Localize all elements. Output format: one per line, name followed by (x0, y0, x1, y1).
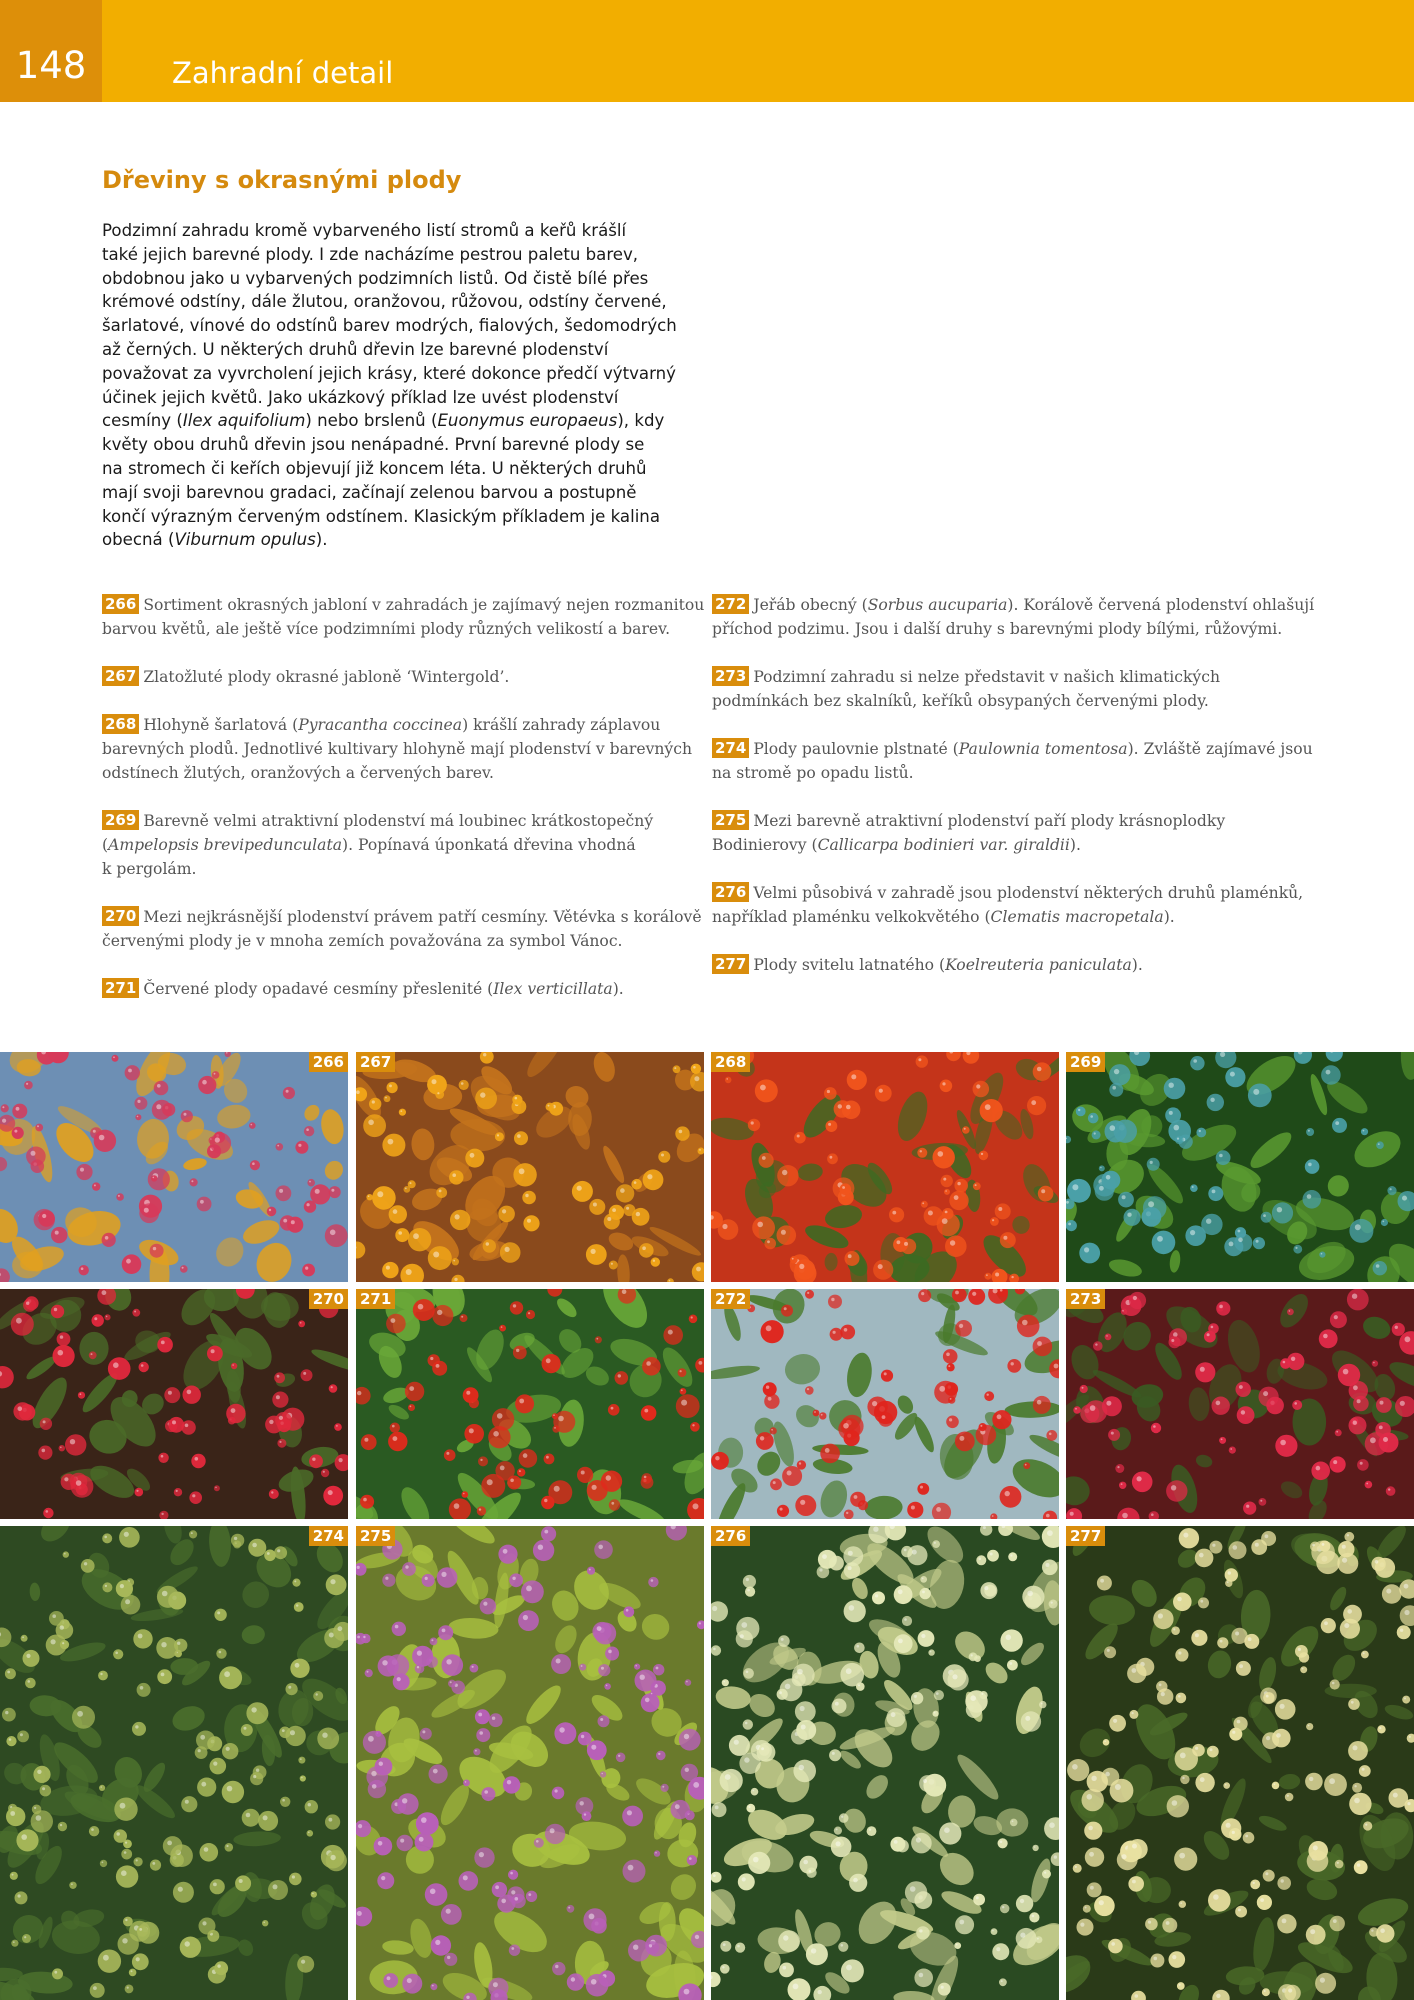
caption-268 (102, 713, 702, 785)
caption-275 (712, 809, 1312, 857)
caption-line: červenými plody je v mnoha zemích považována za symbol Vánoc. (102, 932, 623, 950)
caption-line: příchod podzimu. Jsou i další druhy s barevnými plody bílými, růžovými. (712, 620, 1283, 638)
intro-line: až černých. U některých druhů dřevin lze barevné plodenství (102, 339, 609, 359)
caption-number-badge: 266 (102, 594, 139, 614)
photo-266-crabapple-red (0, 1052, 348, 1282)
caption-number-badge: 267 (102, 666, 139, 686)
caption-267 (102, 665, 702, 689)
intro-line: obdobnou jako u vybarvených podzimních listů. Od čistě bílé přes (102, 268, 649, 288)
caption-line: 270 Mezi nejkrásnější plodenství právem patří cesmíny. Větévka s korálově (102, 905, 702, 929)
intro-line: Podzimní zahradu kromě vybarveného listí stromů a keřů krášlí (102, 221, 627, 240)
photo-number-tag: 268 (711, 1052, 750, 1072)
photo-272-sorbus (711, 1289, 1059, 1519)
caption-line: barvou květů, ale ještě více podzimními plody různých velikostí a barev. (102, 620, 671, 638)
section-title: Dřeviny s okrasnými plody (102, 166, 462, 194)
intro-line: účinek jejich květů. Jako ukázkový příklad lze uvést plodenství (102, 387, 619, 407)
caption-number-badge: 273 (712, 666, 749, 686)
intro-line: mají svoji barevnou gradaci, začínají zelenou barvou a postupně (102, 482, 637, 502)
caption-line: například plaménku velkokvětého (Clematis macropetala). (712, 908, 1175, 926)
photo-number-tag: 276 (711, 1526, 750, 1546)
photo-number-tag: 270 (309, 1289, 348, 1309)
caption-line: 269 Barevně velmi atraktivní plodenství má loubinec krátkostopečný (102, 809, 702, 833)
photo-number-tag: 277 (1066, 1526, 1105, 1546)
intro-line: považovat za vyvrcholení jejich krásy, které dokonce předčí výtvarný (102, 363, 676, 383)
intro-line: končí výrazným červeným odstínem. Klasickým příkladem je kalina (102, 506, 660, 526)
photo-268-pyracantha (711, 1052, 1059, 1282)
photo-267-crabapple-gold (356, 1052, 704, 1282)
caption-line: 267 Zlatožluté plody okrasné jabloně ‘Wintergold’. (102, 665, 702, 689)
caption-272 (712, 593, 1315, 641)
photo-270-holly (0, 1289, 348, 1519)
caption-270 (102, 905, 702, 953)
caption-line: odstínech žlutých, oranžových a červených barev. (102, 764, 494, 782)
caption-line: k pergolám. (102, 860, 197, 878)
caption-276 (712, 881, 1312, 929)
caption-269 (102, 809, 702, 881)
photo-number-tag: 267 (356, 1052, 395, 1072)
caption-line: 266 Sortiment okrasných jabloní v zahradách je zajímavý nejen rozmanitou (102, 593, 702, 617)
photo-273-cotoneaster (1066, 1289, 1414, 1519)
caption-number-badge: 271 (102, 978, 139, 998)
photo-number-tag: 275 (356, 1526, 395, 1546)
caption-277 (712, 953, 1312, 977)
caption-274 (712, 737, 1312, 785)
caption-line: 273 Podzimní zahradu si nelze představit v našich klimatických (712, 665, 1312, 689)
caption-number-badge: 268 (102, 714, 139, 734)
caption-number-badge: 277 (712, 954, 749, 974)
caption-271 (102, 977, 702, 1001)
caption-line: 275 Mezi barevně atraktivní plodenství paří plody krásnoplodky (712, 809, 1312, 833)
caption-number-badge: 275 (712, 810, 749, 830)
intro-line: cesmíny (Ilex aquifolium) nebo brslenů (Euonymus europaeus), kdy (102, 411, 665, 431)
photo-number-tag: 272 (711, 1289, 750, 1309)
photo-number-tag: 269 (1066, 1052, 1105, 1072)
intro-line: na stromech či keřích objevují již koncem léta. U některých druhů (102, 458, 647, 478)
caption-line: 272 Jeřáb obecný (Sorbus aucuparia). Korálově červená plodenství ohlašují (712, 593, 1312, 617)
caption-line: 277 Plody svitelu latnatého (Koelreuteria paniculata). (712, 953, 1312, 977)
captions-right-column (712, 593, 1315, 1001)
photo-275-callicarpa (356, 1526, 704, 2000)
caption-273 (712, 665, 1312, 713)
chapter-title: Zahradní detail (172, 56, 394, 90)
photo-271-ilex-verticillata (356, 1289, 704, 1519)
header-band (0, 0, 1414, 102)
photo-number-tag: 266 (309, 1052, 348, 1072)
photo-269-ampelopsis (1066, 1052, 1414, 1282)
caption-line: Bodinierovy (Callicarpa bodinieri var. giraldii). (712, 836, 1081, 854)
caption-number-badge: 276 (712, 882, 749, 902)
photo-number-tag: 271 (356, 1289, 395, 1309)
photo-277-koelreuteria (1066, 1526, 1414, 2000)
caption-266 (102, 593, 705, 641)
caption-line: (Ampelopsis brevipedunculata). Popínavá úponkatá dřevina vhodná (102, 836, 636, 854)
caption-number-badge: 274 (712, 738, 749, 758)
intro-line: krémové odstíny, dále žlutou, oranžovou, růžovou, odstíny červené, (102, 292, 667, 312)
caption-number-badge: 269 (102, 810, 139, 830)
intro-line: šarlatové, vínové do odstínů barev modrých, fialových, šedomodrých (102, 316, 677, 336)
photo-number-tag: 273 (1066, 1289, 1105, 1309)
caption-line: 268 Hlohyně šarlatová (Pyracantha coccinea) krášlí zahrady záplavou (102, 713, 702, 737)
page-number-box (0, 0, 102, 102)
caption-line: na stromě po opadu listů. (712, 764, 914, 782)
intro-line: obecná (Viburnum opulus). (102, 530, 328, 550)
caption-number-badge: 272 (712, 594, 749, 614)
caption-line: 276 Velmi působivá v zahradě jsou plodenství některých druhů plaménků, (712, 881, 1312, 905)
captions-left-column (102, 593, 705, 1025)
caption-line: podmínkách bez skalníků, keříků obsypaných červenými plody. (712, 692, 1209, 710)
caption-number-badge: 270 (102, 906, 139, 926)
photo-276-clematis (711, 1526, 1059, 2000)
intro-paragraph (102, 219, 702, 552)
photo-number-tag: 274 (309, 1526, 348, 1546)
intro-line: také jejich barevné plody. I zde nacházíme pestrou paletu barev, (102, 244, 639, 264)
photo-274-paulownia (0, 1526, 348, 2000)
caption-line: 274 Plody paulovnie plstnaté (Paulownia tomentosa). Zvláště zajímavé jsou (712, 737, 1312, 761)
page-number: 148 (15, 44, 87, 87)
caption-line: barevných plodů. Jednotlivé kultivary hlohyně mají plodenství v barevných (102, 740, 693, 758)
intro-line: květy obou druhů dřevin jsou nenápadné. První barevné plody se (102, 435, 645, 455)
caption-line: 271 Červené plody opadavé cesmíny přeslenité (Ilex verticillata). (102, 977, 702, 1001)
